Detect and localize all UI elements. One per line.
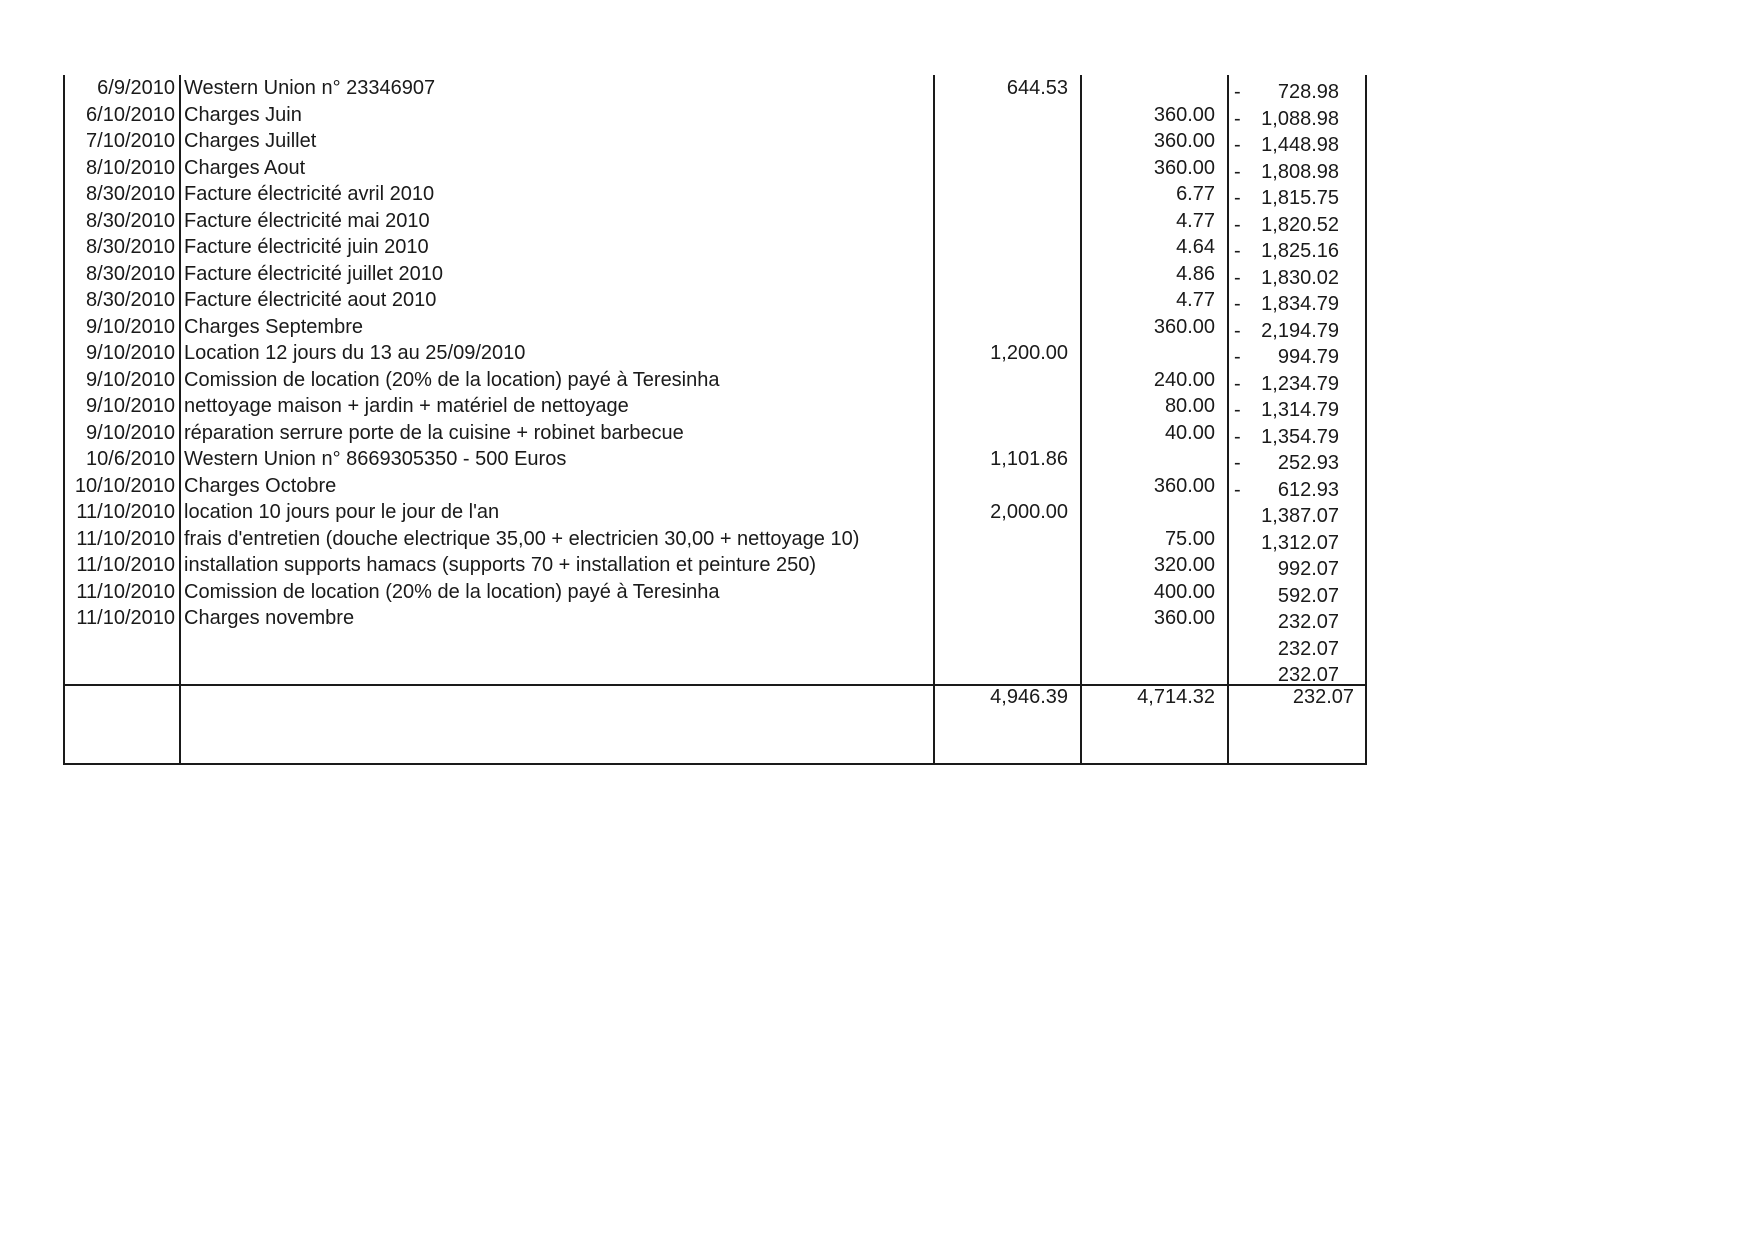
credit-cell — [934, 367, 1081, 394]
balance-sign: - — [1234, 107, 1241, 130]
totals-row — [63, 685, 1367, 763]
date-cell: 11/10/2010 — [76, 527, 175, 550]
description-cell: Comission de location (20% de la location) payé à Teresinha — [184, 368, 720, 391]
table-row — [63, 632, 1367, 659]
table-row — [63, 579, 1367, 606]
table-row — [63, 526, 1367, 553]
table-row — [63, 367, 1367, 394]
balance-amount: 994.79 — [1277, 346, 1339, 368]
credit-cell — [934, 287, 1081, 314]
description-cell: réparation serrure porte de la cuisine + robinet barbecue — [184, 421, 684, 444]
table-row — [63, 605, 1367, 632]
balance-amount: 1,354.79 — [1261, 425, 1339, 448]
balance-sign: - — [1234, 346, 1241, 368]
description-cell: Location 12 jours du 13 au 25/09/2010 — [184, 342, 526, 364]
balance-amount: 1,815.75 — [1261, 187, 1339, 209]
balance-cell — [1228, 658, 1367, 685]
date-cell: 8/30/2010 — [86, 236, 175, 258]
debit-cell: 360.00 — [1153, 607, 1215, 629]
table-row — [63, 181, 1367, 208]
credit-cell: 1,101.86 — [990, 448, 1068, 470]
total-balance-cell — [1228, 685, 1367, 763]
date-cell: 7/10/2010 — [86, 130, 175, 152]
table-row — [63, 261, 1367, 288]
date-cell — [63, 658, 180, 685]
table-row — [63, 499, 1367, 526]
description-cell: location 10 jours pour le jour de l'an — [184, 501, 500, 523]
ledger-table — [63, 75, 1367, 708]
balance-amount: 1,830.02 — [1261, 266, 1339, 289]
debit-cell: 4.86 — [1176, 262, 1215, 285]
description-cell: Western Union n° 8669305350 - 500 Euros — [184, 448, 567, 470]
date-cell: 6/9/2010 — [97, 77, 175, 99]
balance-cell — [1228, 155, 1367, 182]
table-row — [63, 393, 1367, 420]
date-cell: 9/10/2010 — [86, 421, 175, 444]
date-cell: 10/6/2010 — [86, 448, 175, 470]
description-cell: Charges novembre — [184, 607, 355, 629]
balance-amount: 232.07 — [1277, 664, 1339, 686]
total-balance: 232.07 — [1292, 686, 1354, 708]
balance-amount: 232.07 — [1277, 611, 1339, 633]
credit-cell — [934, 393, 1081, 420]
balance-cell — [1228, 75, 1367, 102]
description-cell: nettoyage maison + jardin + matériel de nettoyage — [184, 395, 629, 417]
balance-sign: - — [1234, 81, 1241, 103]
credit-cell — [934, 658, 1081, 685]
total-debit: 4,714.32 — [1137, 686, 1215, 708]
date-cell: 8/30/2010 — [86, 289, 175, 311]
balance-amount: 612.93 — [1277, 478, 1339, 501]
balance-cell — [1228, 393, 1367, 420]
balance-cell — [1228, 552, 1367, 579]
balance-amount: 1,825.16 — [1261, 240, 1339, 262]
date-cell: 11/10/2010 — [76, 554, 175, 576]
debit-cell: 360.00 — [1153, 474, 1215, 497]
balance-sign: - — [1234, 266, 1241, 289]
date-cell: 8/30/2010 — [86, 262, 175, 285]
description-cell: Charges Aout — [184, 156, 306, 179]
table-row — [63, 234, 1367, 261]
balance-amount: 1,387.07 — [1261, 505, 1339, 527]
balance-amount: 1,088.98 — [1261, 107, 1339, 130]
table-row — [63, 446, 1367, 473]
credit-cell — [934, 632, 1081, 659]
balance-amount: 592.07 — [1277, 584, 1339, 607]
table-row — [63, 102, 1367, 129]
balance-amount: 252.93 — [1277, 452, 1339, 474]
debit-cell — [1081, 75, 1228, 102]
description-cell: Charges Octobre — [184, 474, 337, 497]
debit-cell: 6.77 — [1176, 183, 1215, 205]
description-cell: Charges Juillet — [184, 130, 317, 152]
date-cell: 9/10/2010 — [86, 395, 175, 417]
debit-cell: 360.00 — [1153, 315, 1215, 338]
balance-cell — [1228, 234, 1367, 261]
description-cell: Facture électricité aout 2010 — [184, 289, 437, 311]
credit-cell — [934, 314, 1081, 341]
balance-cell — [1228, 473, 1367, 500]
description-cell: Charges Juin — [184, 103, 302, 126]
debit-cell — [1081, 658, 1228, 685]
table-row — [63, 128, 1367, 155]
debit-cell: 360.00 — [1153, 103, 1215, 126]
credit-cell — [934, 526, 1081, 553]
credit-cell — [934, 420, 1081, 447]
description-cell: Western Union n° 23346907 — [184, 77, 436, 99]
credit-cell — [934, 579, 1081, 606]
credit-cell — [934, 102, 1081, 129]
balance-sign: - — [1234, 293, 1241, 315]
balance-sign: - — [1234, 372, 1241, 395]
credit-cell — [934, 473, 1081, 500]
date-cell: 8/30/2010 — [86, 183, 175, 205]
date-cell: 11/10/2010 — [76, 501, 175, 523]
debit-cell — [1081, 340, 1228, 367]
credit-cell — [934, 234, 1081, 261]
credit-cell: 644.53 — [1006, 77, 1068, 99]
balance-cell — [1228, 314, 1367, 341]
balance-amount: 1,820.52 — [1261, 213, 1339, 236]
balance-cell — [1228, 287, 1367, 314]
balance-cell — [1228, 208, 1367, 235]
date-cell: 9/10/2010 — [86, 315, 175, 338]
date-cell: 10/10/2010 — [74, 474, 175, 497]
table-row — [63, 552, 1367, 579]
balance-cell — [1228, 261, 1367, 288]
debit-cell — [1081, 499, 1228, 526]
debit-cell: 80.00 — [1164, 395, 1215, 417]
credit-cell — [934, 208, 1081, 235]
balance-sign: - — [1234, 452, 1241, 474]
table-row — [63, 473, 1367, 500]
balance-cell — [1228, 367, 1367, 394]
balance-cell — [1228, 181, 1367, 208]
balance-cell — [1228, 605, 1367, 632]
description-cell: Charges Septembre — [184, 315, 363, 338]
balance-cell — [1228, 499, 1367, 526]
date-cell: 11/10/2010 — [76, 607, 175, 629]
credit-cell — [934, 181, 1081, 208]
date-cell — [63, 632, 180, 659]
debit-cell: 40.00 — [1164, 421, 1215, 444]
border-bottom — [63, 763, 1367, 765]
debit-cell: 360.00 — [1153, 156, 1215, 179]
description-cell — [180, 632, 934, 659]
balance-amount: 232.07 — [1277, 637, 1339, 660]
total-credit: 4,946.39 — [990, 686, 1068, 708]
balance-amount: 1,834.79 — [1261, 293, 1339, 315]
balance-sign: - — [1234, 213, 1241, 236]
balance-cell — [1228, 420, 1367, 447]
description-cell: Facture électricité juin 2010 — [184, 236, 429, 258]
description-cell: Facture électricité mai 2010 — [184, 209, 430, 232]
description-cell: Facture électricité avril 2010 — [184, 183, 435, 205]
credit-cell — [934, 155, 1081, 182]
debit-cell: 75.00 — [1164, 527, 1215, 550]
balance-cell — [1228, 340, 1367, 367]
balance-amount: 728.98 — [1277, 81, 1339, 103]
balance-sign: - — [1234, 187, 1241, 209]
table-row — [63, 658, 1367, 685]
balance-amount: 1,312.07 — [1261, 531, 1339, 554]
description-cell: installation supports hamacs (supports 70 + installation et peinture 250) — [184, 554, 817, 576]
balance-sign: - — [1234, 478, 1241, 501]
balance-cell — [1228, 102, 1367, 129]
debit-cell: 4.77 — [1176, 289, 1215, 311]
balance-cell — [1228, 579, 1367, 606]
table-row — [63, 155, 1367, 182]
balance-sign: - — [1234, 425, 1241, 448]
debit-cell — [1081, 632, 1228, 659]
balance-sign: - — [1234, 240, 1241, 262]
description-cell — [180, 658, 934, 685]
date-cell: 6/10/2010 — [86, 103, 175, 126]
credit-cell — [934, 552, 1081, 579]
balance-amount: 1,808.98 — [1261, 160, 1339, 183]
balance-sign: - — [1234, 134, 1241, 156]
credit-cell: 1,200.00 — [990, 342, 1068, 364]
date-cell: 9/10/2010 — [86, 368, 175, 391]
balance-cell — [1228, 526, 1367, 553]
balance-cell — [1228, 446, 1367, 473]
credit-cell — [934, 128, 1081, 155]
table-row — [63, 287, 1367, 314]
balance-cell — [1228, 632, 1367, 659]
balance-amount: 1,448.98 — [1261, 134, 1339, 156]
date-cell: 8/30/2010 — [86, 209, 175, 232]
credit-cell — [934, 605, 1081, 632]
table-row — [63, 340, 1367, 367]
balance-amount: 2,194.79 — [1261, 319, 1339, 342]
date-cell: 9/10/2010 — [86, 342, 175, 364]
table-row — [63, 75, 1367, 102]
description-cell: Comission de location (20% de la location) payé à Teresinha — [184, 580, 720, 603]
description-cell: Facture électricité juillet 2010 — [184, 262, 444, 285]
credit-cell: 2,000.00 — [990, 501, 1068, 523]
balance-amount: 1,234.79 — [1261, 372, 1339, 395]
balance-sign: - — [1234, 319, 1241, 342]
table-row — [63, 314, 1367, 341]
debit-cell: 360.00 — [1153, 130, 1215, 152]
table-row — [63, 208, 1367, 235]
date-cell: 8/10/2010 — [86, 156, 175, 179]
balance-sign: - — [1234, 160, 1241, 183]
debit-cell: 4.64 — [1176, 236, 1215, 258]
balance-sign: - — [1234, 399, 1241, 421]
credit-cell — [934, 261, 1081, 288]
debit-cell: 240.00 — [1153, 368, 1215, 391]
balance-amount: 992.07 — [1277, 558, 1339, 580]
debit-cell: 320.00 — [1153, 554, 1215, 576]
balance-cell — [1228, 128, 1367, 155]
debit-cell — [1081, 446, 1228, 473]
balance-amount: 1,314.79 — [1261, 399, 1339, 421]
description-cell: frais d'entretien (douche electrique 35,00 + electricien 30,00 + nettoyage 10) — [184, 527, 860, 550]
debit-cell: 4.77 — [1176, 209, 1215, 232]
table-row — [63, 420, 1367, 447]
debit-cell: 400.00 — [1153, 580, 1215, 603]
date-cell: 11/10/2010 — [76, 580, 175, 603]
